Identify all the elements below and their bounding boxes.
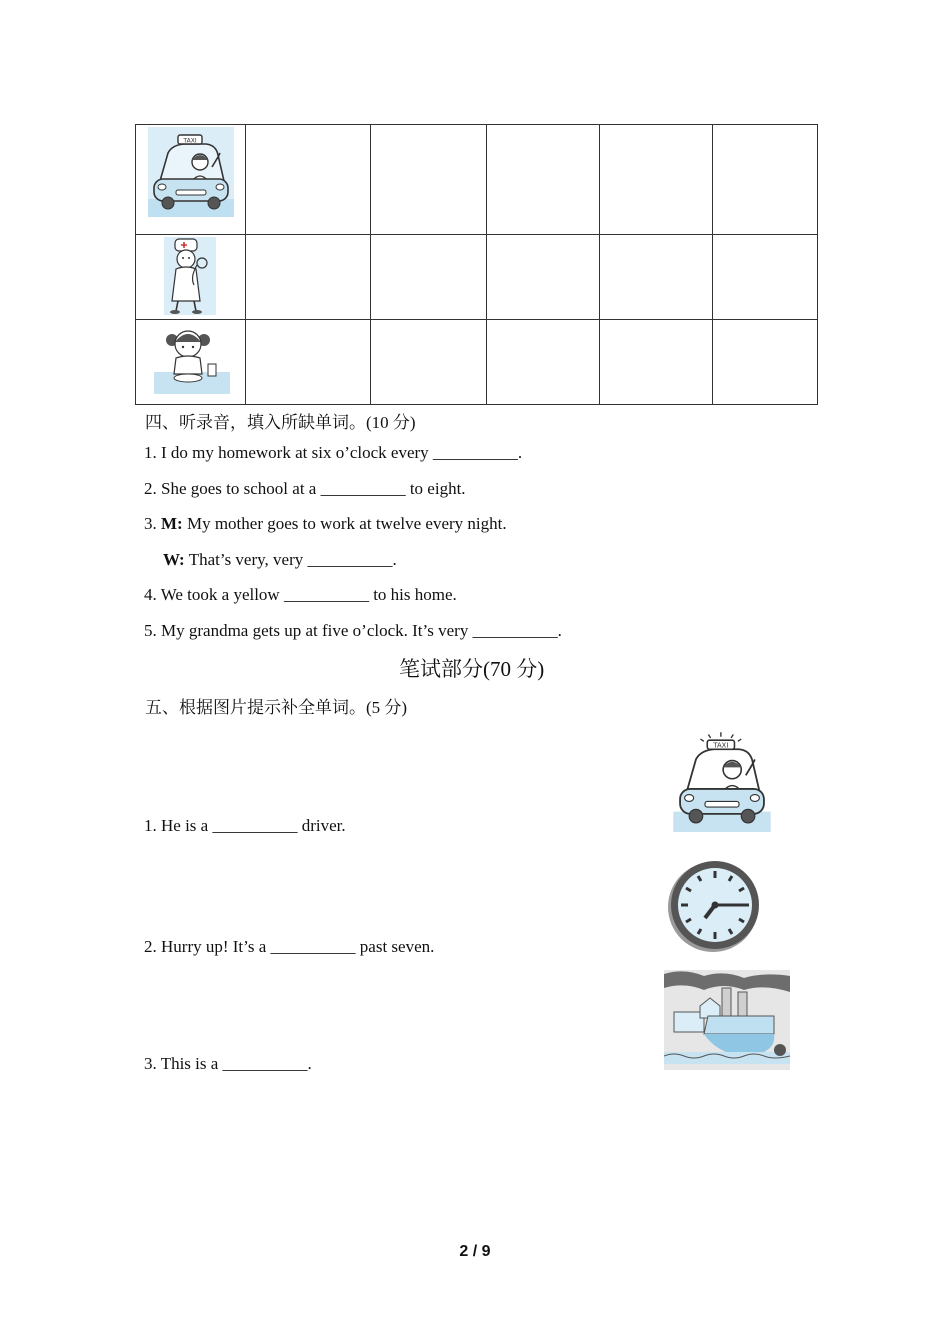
speaker-w-text: That’s very, very __________. (188, 550, 397, 569)
row-picture-cell (136, 320, 246, 405)
listening-question-5: 5. My grandma gets up at five o’clock. It’s very __________. (144, 621, 562, 640)
answer-cell[interactable] (487, 320, 600, 405)
listening-question-4: 4. We took a yellow __________ to his home. (144, 585, 457, 604)
svg-text:TAXI: TAXI (713, 741, 729, 750)
answer-cell[interactable] (600, 235, 713, 320)
section4-heading: 四、听录音，填入所缺单词。(10 分) (145, 413, 416, 432)
factory-icon (664, 970, 790, 1070)
taxi-driver-icon (148, 127, 234, 217)
picture-question-2: 2. Hurry up! It’s a __________ past seven. (144, 937, 435, 956)
table-row (136, 235, 818, 320)
girl-eating-icon (154, 322, 230, 394)
table-row (136, 125, 818, 235)
row-picture-cell (136, 235, 246, 320)
answer-cell[interactable] (713, 125, 818, 235)
speaker-m-label: M: (161, 514, 183, 533)
listening-question-1: 1. I do my homework at six o’clock every __________. (144, 443, 523, 462)
picture-question-3: 3. This is a __________. (144, 1054, 312, 1073)
table-row (136, 320, 818, 405)
answer-cell[interactable] (371, 235, 487, 320)
answer-cell[interactable] (371, 320, 487, 405)
listening-question-3-reply (163, 550, 397, 570)
listening-question-2: 2. She goes to school at a __________ to eight. (144, 479, 466, 498)
answer-cell[interactable] (246, 235, 371, 320)
answer-cell[interactable] (487, 125, 600, 235)
written-part-title: 笔试部分(70 分) (399, 657, 545, 681)
question-number: 3. (144, 514, 157, 533)
answer-cell[interactable] (600, 320, 713, 405)
speaker-m-text: My mother goes to work at twelve every night. (186, 514, 507, 533)
answer-cell[interactable] (487, 235, 600, 320)
answer-cell[interactable] (600, 125, 713, 235)
answer-cell[interactable] (713, 235, 818, 320)
svg-text:TAXI: TAXI (183, 137, 197, 145)
answer-cell[interactable] (246, 125, 371, 235)
speaker-w-label: W: (163, 550, 185, 569)
row-picture-cell (136, 125, 246, 235)
doctor-icon (164, 237, 216, 315)
answer-table (135, 124, 818, 405)
listening-question-3 (144, 514, 507, 534)
taxi-driver-icon (672, 730, 772, 832)
answer-cell[interactable] (371, 125, 487, 235)
clock-icon (665, 858, 763, 954)
page-number: 2 / 9 (459, 1243, 491, 1260)
answer-cell[interactable] (713, 320, 818, 405)
section5-heading: 五、根据图片提示补全单词。(5 分) (145, 698, 408, 717)
answer-cell[interactable] (246, 320, 371, 405)
picture-question-1: 1. He is a __________ driver. (144, 816, 346, 835)
